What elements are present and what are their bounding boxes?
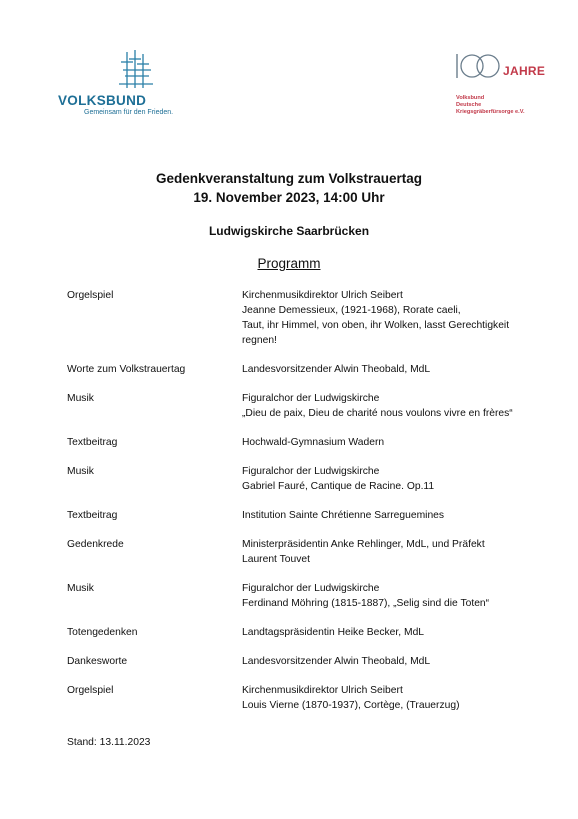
program-row [67, 537, 547, 567]
volksbund-logo [58, 50, 218, 120]
program-detail-line: Jeanne Demessieux, (1921-1968), Rorate caeli, [242, 305, 461, 316]
org-line: Kriegsgräberfürsorge e.V. [456, 109, 525, 115]
org-line: Deutsche [456, 102, 482, 108]
program-detail-line: Hochwald-Gymnasium Wadern [242, 437, 385, 448]
program-item-detail [242, 654, 547, 669]
program-item-detail [242, 391, 547, 421]
program-detail-line: Figuralchor der Ludwigskirche [242, 583, 380, 594]
event-date: 19. November 2023, 14:00 Uhr [193, 190, 385, 205]
100-icon [452, 50, 506, 80]
program-row [67, 288, 547, 348]
program-item-label: Textbeitrag [67, 437, 118, 448]
program-row [67, 362, 547, 377]
program-row [67, 581, 547, 611]
program-item-label: Musik [67, 466, 94, 477]
program-heading-text: Programm [257, 256, 321, 271]
program-item-label: Dankesworte [67, 656, 128, 667]
program-detail-line: Figuralchor der Ludwigskirche [242, 393, 380, 404]
program-item-label: Orgelspiel [67, 685, 114, 696]
program-item-detail [242, 435, 547, 450]
program-row [67, 654, 547, 669]
program-row [67, 464, 547, 494]
program-item-detail [242, 537, 547, 567]
program-item-label: Totengedenken [67, 627, 138, 638]
program-detail-line: Kirchenmusikdirektor Ulrich Seibert [242, 685, 403, 696]
program-item-label: Gedenkrede [67, 539, 124, 550]
program-detail-line: Figuralchor der Ludwigskirche [242, 466, 380, 477]
program-detail-line: Kirchenmusikdirektor Ulrich Seibert [242, 290, 403, 301]
event-venue: Ludwigskirche Saarbrücken [208, 224, 370, 238]
program-item-label: Musik [67, 583, 94, 594]
program-item-label: Orgelspiel [67, 290, 114, 301]
program-item-detail [242, 581, 547, 611]
program-item-detail [242, 683, 547, 713]
program-row [67, 435, 547, 450]
program-detail-line: regnen! [242, 335, 277, 346]
program-row [67, 683, 547, 713]
stand-date: Stand: 13.11.2023 [67, 737, 151, 748]
program-item-detail [242, 288, 547, 348]
jahre-wordmark: JAHRE [503, 64, 546, 78]
program-list [67, 288, 547, 727]
volksbund-tagline: Gemeinsam für den Frieden. [84, 109, 174, 116]
program-detail-line: Gabriel Fauré, Cantique de Racine. Op.11 [242, 481, 435, 492]
program-item-label: Worte zum Volkstrauertag [67, 364, 186, 375]
program-heading [0, 256, 578, 271]
program-item-label: Textbeitrag [67, 510, 118, 521]
program-item-detail [242, 464, 547, 494]
program-item-detail [242, 625, 547, 640]
org-line: Volksbund [456, 95, 485, 101]
program-detail-line: „Dieu de paix, Dieu de charité nous voulons vivre en frères“ [242, 408, 513, 419]
program-detail-line: Laurent Touvet [242, 554, 310, 565]
program-detail-line: Landesvorsitzender Alwin Theobald, MdL [242, 364, 431, 375]
program-row [67, 508, 547, 523]
program-item-label: Musik [67, 393, 94, 404]
crosses-icon [113, 50, 157, 90]
program-detail-line: Institution Sainte Chrétienne Sarreguemines [242, 510, 445, 521]
volksbund-wordmark: VOLKSBUND [58, 93, 147, 108]
program-detail-line: Ferdinand Möhring (1815-1887), „Selig sind die Toten“ [242, 598, 490, 609]
program-detail-line: Ministerpräsidentin Anke Rehlinger, MdL, und Präfekt [242, 539, 485, 550]
org-name [456, 95, 525, 116]
program-row [67, 625, 547, 640]
program-item-detail [242, 362, 547, 377]
event-title: Gedenkveranstaltung zum Volkstrauertag [155, 171, 423, 186]
program-detail-line: Landtagspräsidentin Heike Becker, MdL [242, 627, 425, 638]
100-jahre-logo [452, 50, 562, 125]
program-detail-line: Louis Vierne (1870-1937), Cortège, (Trauerzug) [242, 700, 460, 711]
program-item-detail [242, 508, 547, 523]
program-detail-line: Taut, ihr Himmel, von oben, ihr Wolken, lasst Gerechtigkeit [242, 320, 510, 331]
program-row [67, 391, 547, 421]
program-detail-line: Landesvorsitzender Alwin Theobald, MdL [242, 656, 431, 667]
